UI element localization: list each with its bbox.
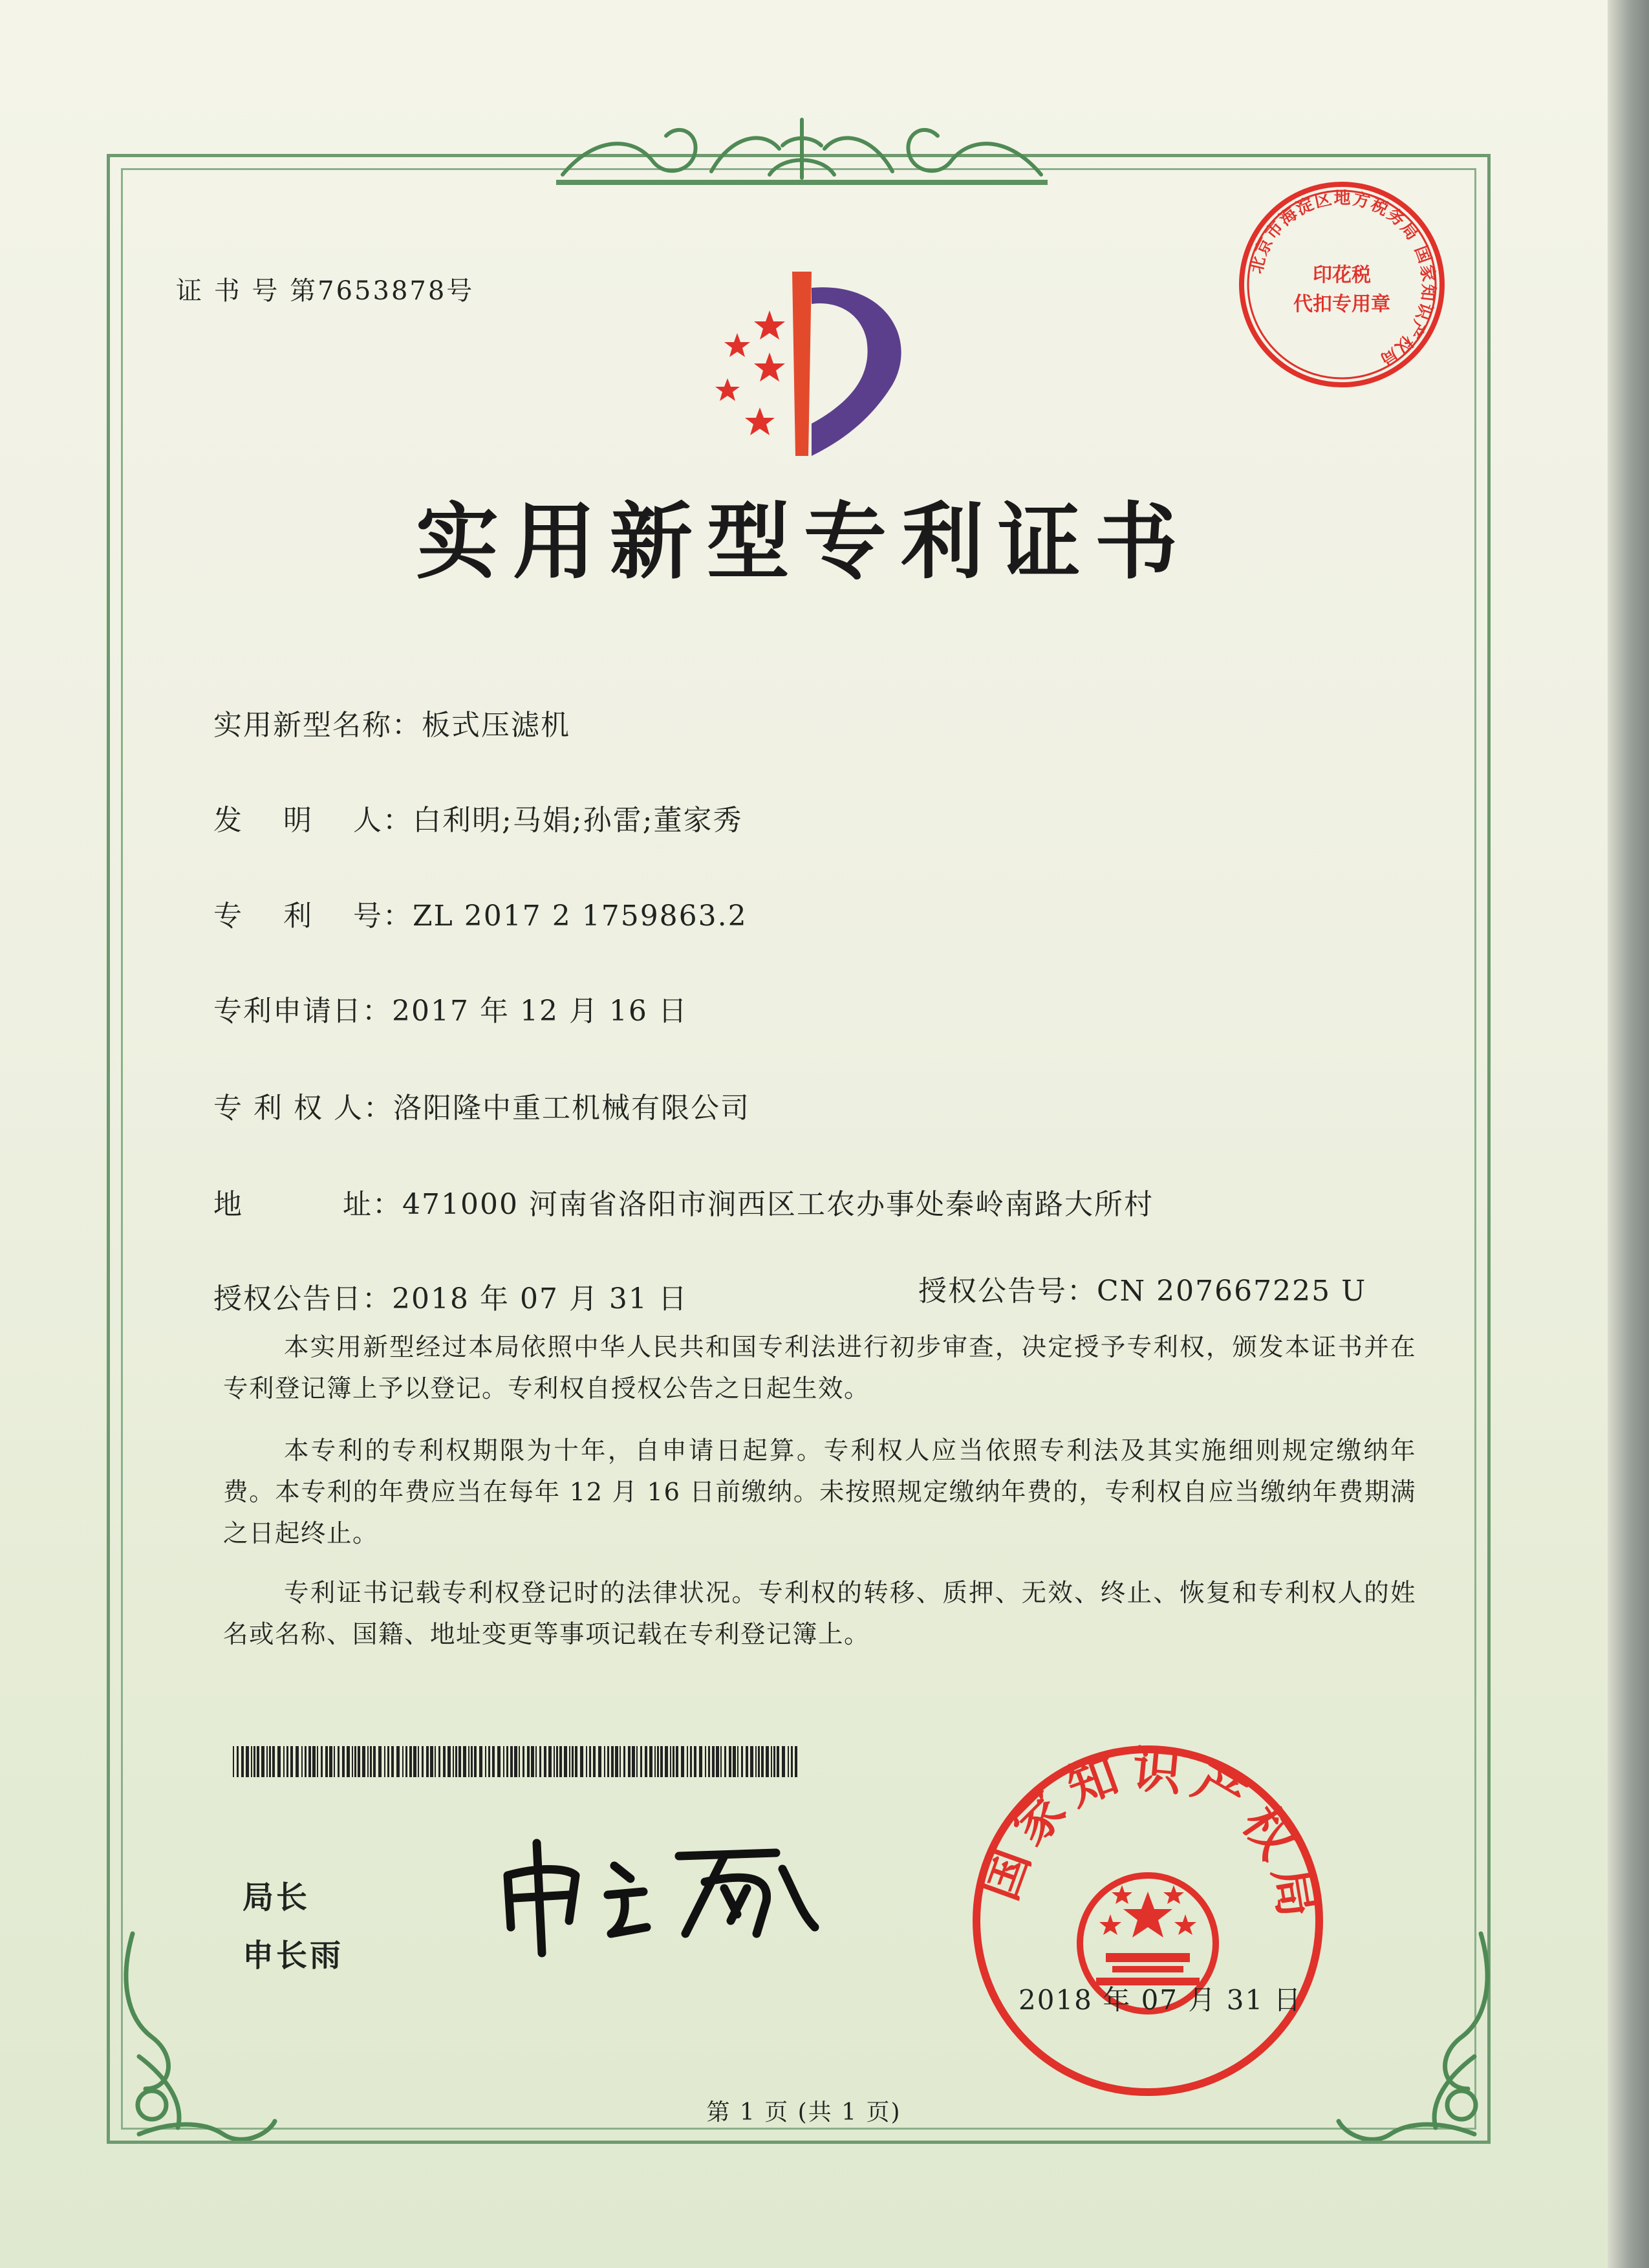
- field-value: 板式压滤机: [422, 709, 570, 742]
- paragraph-legal-status: 专利证书记载专利权登记时的法律状况。专利权的转移、质押、无效、终止、恢复和专利权人的姓名或名称、国籍、地址变更等事项记载在专利登记簿上。: [223, 1579, 1416, 1649]
- official-seal: [967, 1740, 1329, 2102]
- barcode-bar: [724, 1746, 726, 1777]
- barcode-bar: [301, 1746, 303, 1777]
- field-value: 2018 年 07 月 31 日: [392, 1282, 688, 1315]
- barcode-bar: [523, 1746, 524, 1777]
- field-value: 白利明;马娟;孙雷;董家秀: [412, 804, 743, 837]
- barcode-bar: [531, 1746, 534, 1777]
- barcode-bar: [402, 1746, 404, 1777]
- field-address: [213, 1181, 1154, 1222]
- barcode-bar: [593, 1746, 596, 1777]
- barcode-bar: [654, 1746, 656, 1777]
- barcode-bar: [687, 1746, 688, 1777]
- barcode-bar: [575, 1746, 577, 1777]
- barcode-bar: [447, 1746, 451, 1777]
- barcode-bar: [269, 1746, 271, 1777]
- barcode-bar: [241, 1746, 244, 1777]
- barcode-bar: [548, 1746, 552, 1777]
- barcode-bar: [387, 1746, 389, 1777]
- certificate-number: 证 书 号 第7653878号: [176, 276, 475, 306]
- barcode-bar: [755, 1746, 757, 1777]
- barcode-bar: [559, 1746, 562, 1777]
- field-label: 地 址：: [213, 1188, 402, 1221]
- barcode-bar: [712, 1746, 715, 1777]
- field-value: 洛阳隆中重工机械有限公司: [393, 1092, 750, 1125]
- barcode-bar: [266, 1746, 268, 1777]
- barcode-bar: [519, 1746, 520, 1777]
- barcode-bar: [758, 1746, 760, 1777]
- top-ornament-icon: [556, 110, 1048, 194]
- barcode-bar: [761, 1746, 764, 1777]
- barcode-bar: [510, 1746, 513, 1777]
- barcode-bar: [367, 1746, 369, 1777]
- barcode-bar: [317, 1746, 318, 1777]
- barcode-bar: [676, 1746, 678, 1777]
- barcode-bar: [564, 1746, 567, 1777]
- barcode-bar: [556, 1746, 558, 1777]
- barcode-bar: [253, 1746, 255, 1777]
- barcode-bar: [503, 1746, 504, 1777]
- barcode-bar: [670, 1746, 671, 1777]
- barcode-bar: [514, 1746, 517, 1777]
- field-inventors: [213, 797, 742, 838]
- barcode-bar: [766, 1746, 769, 1777]
- barcode-bar: [620, 1746, 621, 1777]
- field-value: 2017 年 12 月 16 日: [392, 995, 688, 1028]
- barcode-bar: [539, 1746, 541, 1777]
- field-patent-number: [213, 892, 748, 934]
- barcode-bar: [474, 1746, 477, 1777]
- barcode-bar: [598, 1746, 601, 1777]
- barcode-bar: [649, 1746, 652, 1777]
- barcode-bar: [257, 1746, 259, 1777]
- barcode-bar: [733, 1746, 736, 1777]
- barcode-bar: [640, 1746, 642, 1777]
- signatory-title: 局长: [242, 1879, 310, 1916]
- barcode-bar: [673, 1746, 674, 1777]
- barcode-bar: [246, 1746, 249, 1777]
- barcode-bar: [771, 1746, 772, 1777]
- barcode-bar: [544, 1746, 546, 1777]
- barcode-bar: [286, 1746, 288, 1777]
- field-label: 授权公告号：: [918, 1275, 1097, 1308]
- barcode-bar: [468, 1746, 469, 1777]
- barcode-bar: [329, 1746, 332, 1777]
- barcode-bar: [290, 1746, 293, 1777]
- barcode-bar: [699, 1746, 702, 1777]
- barcode-bar: [312, 1746, 316, 1777]
- barcode-bar: [347, 1746, 350, 1777]
- barcode-bar: [657, 1746, 659, 1777]
- field-value: ZL 2017 2 1759863.2: [412, 900, 748, 933]
- barcode-bar: [632, 1746, 635, 1777]
- page-footer: 第 1 页 (共 1 页): [706, 2099, 901, 2126]
- field-label: 专 利 号：: [213, 900, 413, 933]
- barcode-bar: [396, 1746, 400, 1777]
- barcode-bar: [443, 1746, 446, 1777]
- field-patentee: [213, 1085, 750, 1126]
- signatory-name: 申长雨: [242, 1938, 344, 1974]
- barcode-bar: [378, 1746, 382, 1777]
- barcode-bar: [690, 1746, 692, 1777]
- barcode-bar: [645, 1746, 647, 1777]
- barcode: [233, 1746, 802, 1777]
- barcode-bar: [362, 1746, 365, 1777]
- barcode-bar: [708, 1746, 710, 1777]
- barcode-bar: [277, 1746, 281, 1777]
- tax-stamp-center-line1: 印花税: [1313, 264, 1371, 286]
- official-seal-text: 国家知识产权局: [970, 1740, 1329, 1930]
- barcode-bar: [405, 1746, 407, 1777]
- barcode-bar: [788, 1746, 789, 1777]
- barcode-bar: [283, 1746, 285, 1777]
- barcode-bar: [422, 1746, 424, 1777]
- barcode-bar: [607, 1746, 609, 1777]
- barcode-bar: [746, 1746, 748, 1777]
- barcode-bar: [438, 1746, 440, 1777]
- field-grant-date: [213, 1275, 688, 1317]
- barcode-bar: [741, 1746, 743, 1777]
- barcode-bar: [705, 1746, 706, 1777]
- barcode-bar: [694, 1746, 696, 1777]
- barcode-bar: [426, 1746, 429, 1777]
- barcode-bar: [488, 1746, 490, 1777]
- barcode-bar: [569, 1746, 570, 1777]
- barcode-bar: [535, 1746, 537, 1777]
- barcode-bar: [352, 1746, 353, 1777]
- barcode-bar: [479, 1746, 482, 1777]
- barcode-bar: [370, 1746, 372, 1777]
- barcode-bar: [463, 1746, 466, 1777]
- barcode-bar: [580, 1746, 583, 1777]
- barcode-bar: [321, 1746, 323, 1777]
- barcode-bar: [628, 1746, 630, 1777]
- barcode-bar: [296, 1746, 299, 1777]
- paragraph-term-and-fees: 本专利的专利权期限为十年，自申请日起算。专利权人应当依照专利法及其实施细则规定缴纳年费。本专利的年费应当在每年 12 月 16 日前缴纳。未按照规定缴纳年费的，专利权自应当缴纳年费期满之日起终止。: [223, 1436, 1416, 1548]
- field-announcement-number: [918, 1268, 1366, 1309]
- barcode-bar: [750, 1746, 753, 1777]
- handwritten-signature: [491, 1830, 828, 1960]
- field-label: 专 利 权 人：: [213, 1092, 393, 1125]
- barcode-bar: [358, 1746, 360, 1777]
- field-value: CN 207667225 U: [1097, 1275, 1367, 1308]
- barcode-bar: [455, 1746, 457, 1777]
- field-label: 发 明 人：: [213, 804, 413, 837]
- barcode-bar: [497, 1746, 501, 1777]
- field-value: 471000 河南省洛阳市涧西区工农办事处秦岭南路大所村: [402, 1188, 1154, 1221]
- barcode-bar: [409, 1746, 412, 1777]
- barcode-bar: [485, 1746, 486, 1777]
- field-utility-model-name: [213, 702, 570, 743]
- barcode-bar: [251, 1746, 252, 1777]
- barcode-bar: [554, 1746, 555, 1777]
- barcode-bar: [777, 1746, 779, 1777]
- barcode-bar: [413, 1746, 416, 1777]
- barcode-bar: [325, 1746, 328, 1777]
- scan-edge: [1608, 0, 1649, 2268]
- barcode-bar: [660, 1746, 663, 1777]
- barcode-bar: [305, 1746, 307, 1777]
- barcode-bar: [623, 1746, 625, 1777]
- barcode-bar: [430, 1746, 433, 1777]
- paragraph-grant-decision: 本实用新型经过本局依照中华人民共和国专利法进行初步审查，决定授予专利权，颁发本证书并在专利登记簿上予以登记。专利权自授权公告之日起生效。: [223, 1333, 1416, 1403]
- barcode-bar: [391, 1746, 394, 1777]
- barcode-bar: [611, 1746, 614, 1777]
- barcode-bar: [720, 1746, 722, 1777]
- barcode-bar: [737, 1746, 738, 1777]
- barcode-bar: [782, 1746, 785, 1777]
- barcode-bar: [458, 1746, 461, 1777]
- barcode-bar: [791, 1746, 793, 1777]
- barcode-bar: [308, 1746, 311, 1777]
- barcode-bar: [233, 1746, 234, 1777]
- barcode-bar: [506, 1746, 508, 1777]
- barcode-bar: [373, 1746, 376, 1777]
- field-label: 实用新型名称：: [213, 709, 422, 742]
- barcode-bar: [237, 1746, 239, 1777]
- barcode-bar: [665, 1746, 668, 1777]
- barcode-bar: [471, 1746, 473, 1777]
- barcode-bar: [334, 1746, 335, 1777]
- barcode-bar: [729, 1746, 731, 1777]
- barcode-bar: [453, 1746, 454, 1777]
- tax-stamp-center-line2: 代扣专用章: [1293, 293, 1390, 316]
- field-label: 专利申请日：: [213, 995, 392, 1028]
- field-application-date: [213, 988, 688, 1029]
- barcode-bar: [681, 1746, 684, 1777]
- barcode-bar: [354, 1746, 356, 1777]
- barcode-bar: [261, 1746, 264, 1777]
- tax-stamp-ring-text: 北京市海淀区地方税务局 国家知识产权局: [1246, 188, 1438, 370]
- tax-stamp-seal: [1235, 178, 1449, 391]
- barcode-bar: [435, 1746, 436, 1777]
- barcode-bar: [589, 1746, 591, 1777]
- barcode-bar: [773, 1746, 775, 1777]
- barcode-bar: [604, 1746, 605, 1777]
- seal-date: 2018 年 07 月 31 日: [1018, 1984, 1302, 2016]
- field-label: 授权公告日：: [213, 1282, 392, 1315]
- barcode-bar: [527, 1746, 530, 1777]
- barcode-bar: [418, 1746, 419, 1777]
- barcode-bar: [338, 1746, 339, 1777]
- barcode-bar: [384, 1746, 385, 1777]
- certificate-title: 实用新型专利证书: [415, 494, 1192, 590]
- patent-office-logo-icon: [673, 262, 925, 462]
- barcode-bar: [492, 1746, 495, 1777]
- barcode-bar: [586, 1746, 587, 1777]
- barcode-bar: [572, 1746, 574, 1777]
- barcode-bar: [795, 1746, 797, 1777]
- barcode-bar: [272, 1746, 275, 1777]
- barcode-bar: [615, 1746, 618, 1777]
- barcode-bar: [716, 1746, 719, 1777]
- barcode-bar: [342, 1746, 345, 1777]
- barcode-bar: [636, 1746, 638, 1777]
